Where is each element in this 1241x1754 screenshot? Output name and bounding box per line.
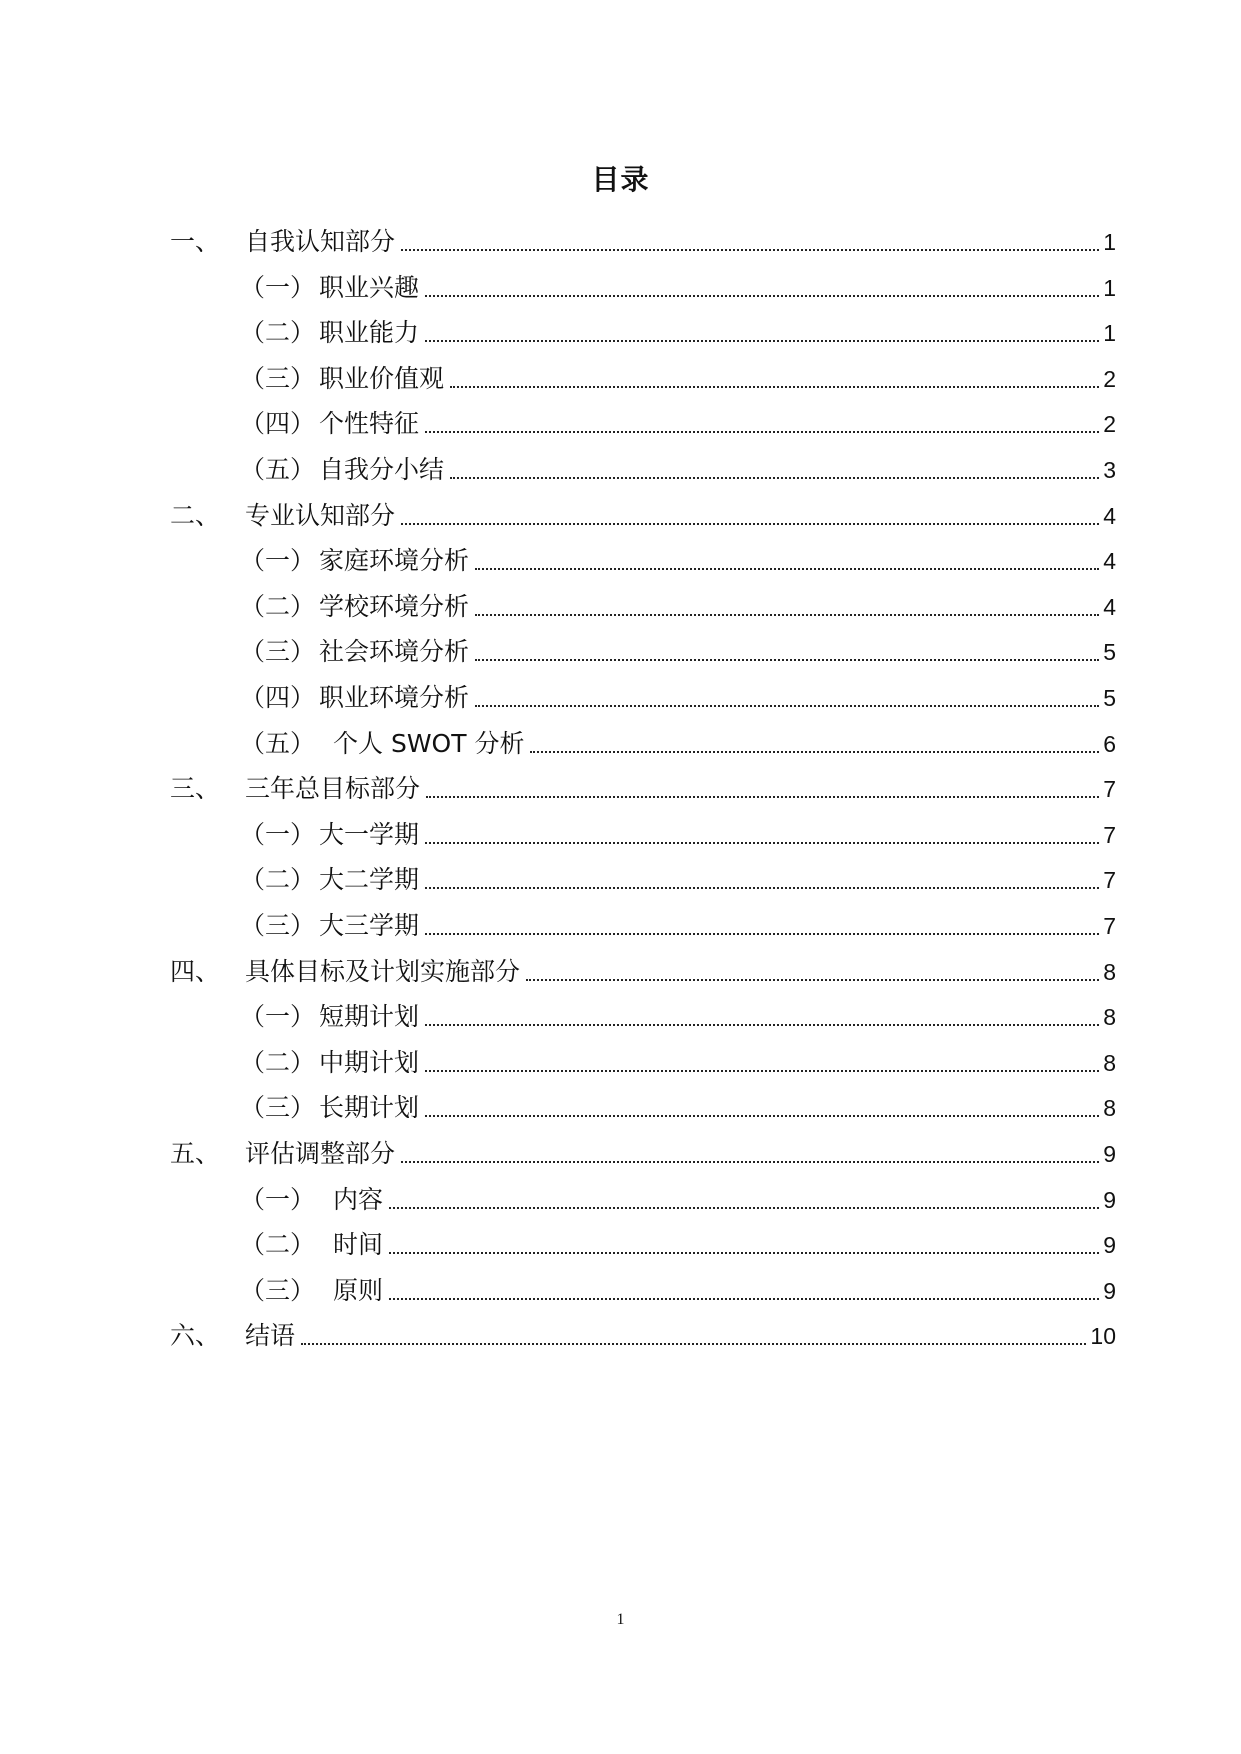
toc-entry-page: 10 (1090, 1323, 1116, 1350)
toc-entry-page: 7 (1103, 821, 1116, 848)
toc-entry-number: （一） (240, 546, 316, 576)
toc-entry-page: 9 (1103, 1232, 1116, 1259)
toc-chapter-entry[interactable] (170, 494, 1116, 534)
toc-dot-leader (301, 1343, 1086, 1345)
toc-entry-number: （三） (240, 1275, 316, 1305)
toc-section-entry[interactable] (240, 266, 1116, 306)
toc-entry-page: 8 (1103, 1049, 1116, 1076)
toc-entry-label: 学校环境分析 (319, 591, 470, 621)
toc-dot-leader (425, 1115, 1099, 1117)
toc-entry-number: （二） (240, 865, 316, 895)
toc-entry-number: （三） (240, 1093, 316, 1123)
toc-entry-page: 1 (1103, 229, 1116, 255)
toc-entry-label: 大一学期 (319, 819, 420, 849)
toc-entry-number: （一） (240, 1002, 316, 1032)
toc-entry-label: 自我分小结 (319, 455, 445, 484)
toc-entry-label: 时间 (333, 1230, 384, 1260)
toc-entry-number: （一） (240, 272, 316, 302)
toc-entry-label: 内容 (333, 1184, 384, 1214)
toc-chapter-entry[interactable] (170, 1132, 1116, 1172)
toc-chapter-entry[interactable] (170, 767, 1116, 807)
toc-entry-number: 四、 (170, 956, 221, 986)
toc-entry-label: 专业认知部分 (245, 500, 396, 530)
toc-chapter-entry[interactable] (170, 220, 1116, 260)
toc-entry-label: 结语 (245, 1321, 296, 1351)
toc-entry-page: 4 (1103, 548, 1116, 575)
toc-chapter-entry[interactable] (170, 950, 1116, 990)
toc-dot-leader (425, 1070, 1099, 1072)
toc-section-entry[interactable] (240, 676, 1116, 716)
toc-entry-label: 职业价值观 (319, 363, 445, 393)
toc-section-entry[interactable] (240, 995, 1116, 1035)
toc-entry-number: 五、 (170, 1139, 221, 1168)
toc-section-entry[interactable] (240, 858, 1116, 898)
toc-section-entry[interactable] (240, 1178, 1116, 1218)
toc-entry-label: 职业环境分析 (319, 683, 470, 712)
toc-dot-leader (425, 933, 1099, 935)
toc-entry-label: 大二学期 (319, 865, 420, 895)
toc-dot-leader (401, 249, 1099, 251)
toc-dot-leader (425, 887, 1099, 889)
toc-section-entry[interactable] (240, 585, 1116, 625)
toc-entry-page: 8 (1103, 958, 1116, 985)
toc-dot-leader (475, 568, 1099, 570)
page-number: 1 (616, 1611, 625, 1628)
toc-section-entry[interactable] (240, 630, 1116, 670)
toc-entry-label: 社会环境分析 (319, 637, 470, 667)
toc-section-entry[interactable] (240, 1086, 1116, 1126)
toc-entry-page: 8 (1103, 1095, 1116, 1122)
toc-entry-label: 个人 SWOT 分析 (333, 728, 525, 758)
toc-dot-leader (389, 1298, 1099, 1300)
toc-dot-leader (389, 1207, 1099, 1209)
toc-entry-number: （二） (240, 1230, 316, 1260)
toc-section-entry[interactable] (240, 1223, 1116, 1263)
toc-entry-number: （二） (240, 318, 316, 348)
toc-entry-number: （四） (240, 409, 316, 439)
toc-entry-number: （二） (240, 1047, 316, 1077)
toc-dot-leader (450, 477, 1099, 479)
toc-entry-page: 9 (1103, 1141, 1116, 1167)
toc-entry-number: （五） (240, 728, 316, 758)
toc-entry-label: 具体目标及计划实施部分 (245, 956, 521, 986)
toc-section-entry[interactable] (240, 722, 1116, 762)
toc-entry-page: 4 (1103, 593, 1116, 620)
toc-dot-leader (425, 431, 1099, 433)
toc-entry-number: （五） (240, 455, 316, 484)
toc-entry-label: 短期计划 (319, 1002, 420, 1032)
toc-entry-page: 1 (1103, 320, 1116, 347)
toc-entry-number: （三） (240, 911, 316, 940)
toc-dot-leader (450, 386, 1099, 388)
toc-section-entry[interactable] (240, 402, 1116, 442)
toc-entry-page: 9 (1103, 1277, 1116, 1304)
toc-entry-number: （一） (240, 1184, 316, 1214)
toc-dot-leader (401, 523, 1099, 525)
toc-dot-leader (475, 705, 1099, 707)
toc-entry-number: （三） (240, 637, 316, 667)
toc-entry-label: 原则 (333, 1275, 384, 1305)
toc-entry-page: 5 (1103, 685, 1116, 711)
toc-dot-leader (401, 1161, 1099, 1163)
toc-entry-label: 职业能力 (319, 318, 420, 348)
toc-entry-page: 8 (1103, 1004, 1116, 1031)
toc-entry-number: （三） (240, 363, 316, 393)
toc-dot-leader (425, 1024, 1099, 1026)
toc-dot-leader (425, 340, 1099, 342)
toc-section-entry[interactable] (240, 813, 1116, 853)
toc-section-entry[interactable] (240, 539, 1116, 579)
toc-dot-leader (530, 751, 1099, 753)
toc-entry-label: 评估调整部分 (245, 1139, 396, 1168)
toc-entry-label: 职业兴趣 (319, 272, 420, 302)
toc-dot-leader (425, 842, 1099, 844)
toc-entry-page: 3 (1103, 457, 1116, 483)
toc-entry-label: 长期计划 (319, 1093, 420, 1123)
toc-entry-number: 六、 (170, 1321, 221, 1351)
toc-section-entry[interactable] (240, 904, 1116, 944)
toc-entry-label: 自我认知部分 (245, 227, 396, 256)
toc-entry-page: 9 (1103, 1186, 1116, 1213)
toc-entry-label: 家庭环境分析 (319, 546, 470, 576)
toc-dot-leader (389, 1252, 1099, 1254)
toc-chapter-entry[interactable] (170, 1314, 1116, 1354)
toc-entry-number: 二、 (170, 500, 221, 530)
toc-entry-page: 2 (1103, 411, 1116, 438)
toc-section-entry[interactable] (240, 311, 1116, 351)
toc-entry-label: 大三学期 (319, 911, 420, 940)
toc-section-entry[interactable] (240, 1041, 1116, 1081)
toc-dot-leader (475, 659, 1099, 661)
toc-entry-number: （四） (240, 683, 316, 712)
toc-entry-page: 5 (1103, 639, 1116, 666)
toc-section-entry[interactable] (240, 1269, 1116, 1309)
toc-dot-leader (475, 614, 1099, 616)
toc-dot-leader (425, 295, 1099, 297)
toc-entry-label: 三年总目标部分 (245, 774, 421, 804)
toc-entry-number: 一、 (170, 227, 221, 256)
toc-entry-page: 7 (1103, 867, 1116, 894)
toc-entry-page: 4 (1103, 502, 1116, 529)
toc-section-entry[interactable] (240, 357, 1116, 397)
toc-entry-label: 中期计划 (319, 1047, 420, 1077)
toc-entry-page: 7 (1103, 913, 1116, 939)
toc-entry-number: （二） (240, 591, 316, 621)
toc-entry-page: 7 (1103, 776, 1116, 803)
toc-entry-page: 1 (1103, 274, 1116, 301)
toc-entry-number: 三、 (170, 774, 221, 804)
toc-entry-page: 2 (1103, 365, 1116, 392)
toc-title: 目录 (591, 163, 650, 196)
toc-dot-leader (526, 979, 1099, 981)
toc-dot-leader (426, 796, 1099, 798)
toc-entry-page: 6 (1103, 730, 1116, 757)
toc-section-entry[interactable] (240, 448, 1116, 488)
toc-entry-number: （一） (240, 819, 316, 849)
toc-entry-label: 个性特征 (319, 409, 420, 439)
